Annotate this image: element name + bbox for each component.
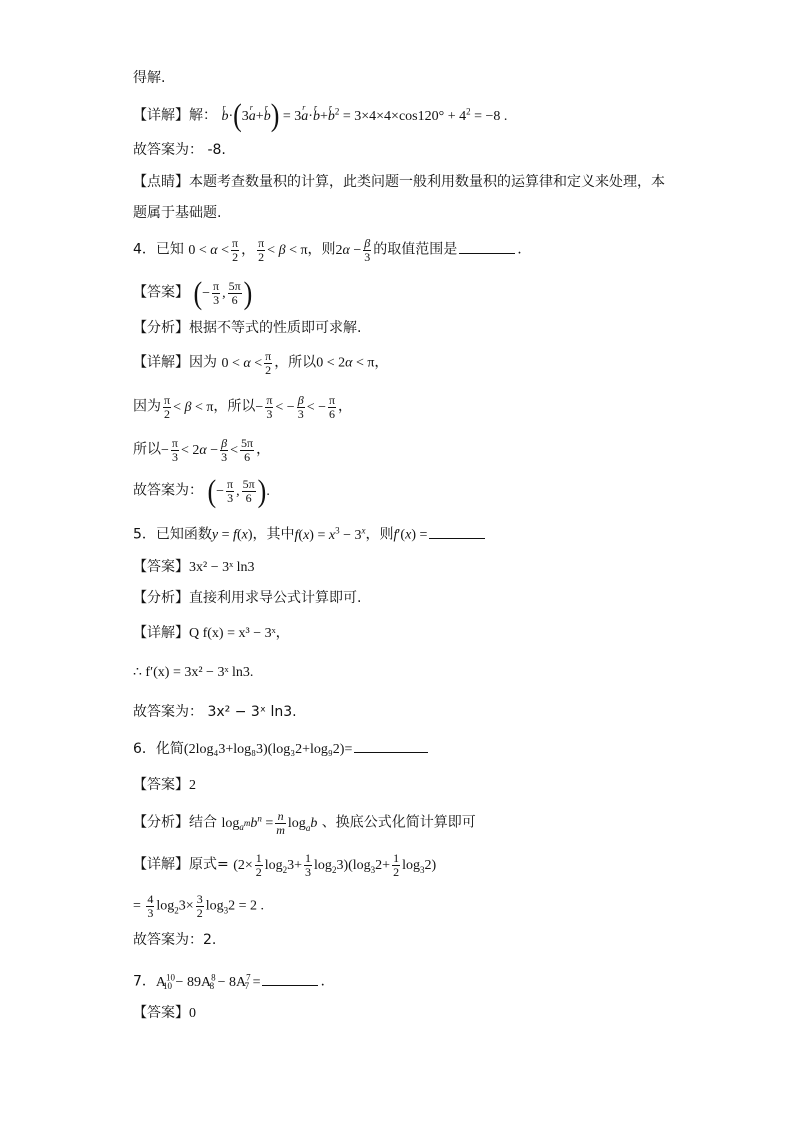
text-fragment: 题属于基础题. xyxy=(133,205,222,221)
section-tag: 【详解】 xyxy=(133,856,189,873)
text-fragment: ，所以 xyxy=(213,398,256,415)
section-tag: 【详解】 xyxy=(133,625,189,641)
section-tag: 【答案】 xyxy=(133,777,189,793)
text-fragment: ，其中 xyxy=(252,526,295,543)
answer-blank xyxy=(429,524,485,539)
text-line xyxy=(133,318,684,338)
answer-line xyxy=(133,1003,684,1024)
text-line xyxy=(133,172,684,192)
text-fragment: 【分析】直接利用求导公式计算即可. xyxy=(133,590,362,606)
section-tag: 【详解】 xyxy=(133,107,189,124)
text-fragment: ，所以 xyxy=(274,354,317,371)
text-line xyxy=(133,663,684,683)
text-fragment: 原式= xyxy=(189,856,229,873)
text-fragment: ，则 xyxy=(307,241,336,258)
text-fragment: 、换底公式化简计算即可 xyxy=(321,814,476,831)
text-line xyxy=(133,68,684,88)
section-tag: 【答案】 xyxy=(133,284,189,301)
text-fragment: 故答案为： 3x² − 3ˣ ln3. xyxy=(133,704,297,720)
question-7: 7．$A^{10}_{10} - 89A^8_8 - 8A^7_7$ = . xyxy=(133,972,325,992)
text-line xyxy=(133,203,684,223)
answer-line xyxy=(133,775,684,796)
text-fragment: 故答案为： -8. xyxy=(133,142,226,158)
text-line xyxy=(133,623,684,644)
answer-value: 0 xyxy=(189,1006,196,1021)
text-fragment: 得解. xyxy=(133,70,166,86)
text-line: 因为 $\frac{\pi}{2}$ < β < π，所以− $\frac{\pi}{3}$ < − $\frac{\beta}{3}$ < − $\frac{\pi}{6}$ ， xyxy=(133,393,353,421)
section-tag: 【分析】结合 xyxy=(133,814,217,831)
question-6 xyxy=(133,738,684,760)
text-line: 【详解】原式= (2× $\frac{1}{2}$ $\log_23+$ $\frac{1}{3}$ $\log_23)(\log_32+$ $\frac{1}{2}$ $\log_32$) xyxy=(133,851,437,879)
text-line xyxy=(133,98,684,134)
answer-line xyxy=(133,557,684,578)
math-expression: r b·(3r a+r b) = 3r a·r b+r $b^2 = 3\times 4\times 4\times\cos 120^\circ + 4^2 = -8$ . xyxy=(221,109,507,124)
text-fragment: 因为 xyxy=(189,354,217,371)
text-line: 【分析】结合 $\log_{a^m}b^n$ = $\frac{n}{m}$ $\log_ab$ 、换底公式化简计算即可 xyxy=(133,808,476,837)
question-number: 5．已知函数 xyxy=(133,526,212,543)
text-line xyxy=(133,588,684,608)
text-fragment: 【点睛】本题考查数量积的计算，此类问题一般利用数量积的运算律和定义来处理，本 xyxy=(133,174,665,190)
answer-blank xyxy=(262,971,318,986)
text-fragment: ，则 xyxy=(365,526,394,543)
text-fragment: 的取值范围是 xyxy=(373,241,458,258)
text-line: 所以− $\frac{\pi}{3}$ < 2α − $\frac{\beta}{3}$ < $\frac{5\pi}{6}$ ， xyxy=(133,436,271,464)
text-line: 【详解】因为 0 < α < $\frac{\pi}{2}$ ，所以0 < 2α < π， xyxy=(133,349,389,377)
section-tag: 【答案】 xyxy=(133,1005,189,1021)
answer-line: 【答案】 (− $\frac{\pi}{3}$ , $\frac{5\pi}{6}$ ) xyxy=(133,275,253,311)
text-fragment: 【分析】根据不等式的性质即可求解. xyxy=(133,320,362,336)
text-line xyxy=(133,140,684,160)
answer-blank xyxy=(459,239,515,254)
section-tag: 【答案】 xyxy=(133,559,189,575)
question-number: 7． xyxy=(133,973,156,990)
math-expression: Q f(x) = x³ − 3ˣ， xyxy=(189,626,290,641)
text-line xyxy=(133,702,684,722)
question-number: 6．化简 xyxy=(133,741,184,757)
text-fragment: 故答案为： xyxy=(133,482,203,499)
math-expression: ∴ f′(x) = 3x² − 3ˣ ln3. xyxy=(133,665,254,680)
answer-blank xyxy=(354,738,428,753)
text-line xyxy=(133,930,684,950)
text-fragment: 故答案为：2. xyxy=(133,932,217,948)
text-line: 故答案为： (− $\frac{\pi}{3}$ , $\frac{5\pi}{6}$ ). xyxy=(133,473,270,509)
answer-value: 2 xyxy=(189,778,196,793)
question-4: 4．已知 0 < α < $\frac{\pi}{2}$ ， $\frac{\pi}{2}$ < β < π，则2α − $\frac{\beta}{3}$ 的取值范围是 . xyxy=(133,236,522,264)
text-fragment: 因为 xyxy=(133,398,161,415)
section-tag: 【详解】 xyxy=(133,354,189,371)
question-number: 4．已知 xyxy=(133,241,184,258)
answer-value: 3x² − 3ˣ ln3 xyxy=(189,560,255,575)
text-line: = $\frac{4}{3}$ $\log_23\times$ $\frac{3}{2}$ $\log_32 = 2$ . xyxy=(133,892,264,920)
question-5: 5．已知函数y = f(x)，其中$f(x) = x^3 - 3^x$，则f′(x) = xyxy=(133,520,684,546)
text-fragment: 解： xyxy=(189,107,217,124)
math-expression: (2log₄3+log₈3)(log₃2+log₉2)= xyxy=(183,742,353,757)
text-fragment: 所以 xyxy=(133,441,161,458)
